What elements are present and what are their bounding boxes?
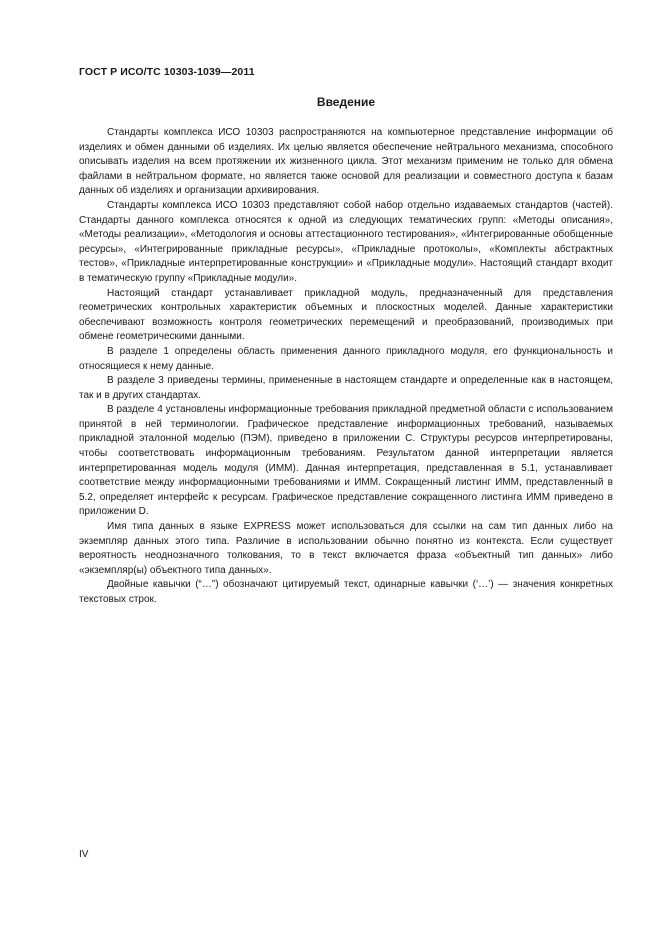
paragraph: Имя типа данных в языке EXPRESS может использоваться для ссылки на сам тип данных либо на экземпляр данных этого типа. Различие в использовании обычно понятно из контекста. Если существует вероятность неоднозначного толкования, то в текст включается фраза «объектный тип данных» либо «экземпляр(ы) объектного типа данных». <box>79 521 613 576</box>
paragraph: Стандарты комплекса ИСО 10303 представляют собой набор отдельно издаваемых стандартов (частей). Стандарты данного комплекса относятся к одной из следующих тематических групп: «Методы описания», «Методы реализации», «Методология и основы аттестационного тестирования», «Интегрированные обобщенные ресурсы», «Интегрированные прикладные ресурсы», «Прикладные протоколы», «Комплекты абстрактных тестов», «Прикладные интерпретированные конструкции» и «Прикладные модули». Настоящий стандарт входит в тематическую группу «Прикладные модули». <box>79 199 613 284</box>
document-header: ГОСТ Р ИСО/ТС 10303-1039—2011 <box>79 66 255 78</box>
paragraph: Настоящий стандарт устанавливает прикладной модуль, предназначенный для представления геометрических контрольных характеристик объемных и плоскостных моделей. Данные характеристики обеспечивают возможность контроля геометрических перемещений и преобразований, производимых при обмене геометрическими данными. <box>79 287 613 343</box>
body-text <box>79 126 613 608</box>
page-number: IV <box>79 849 89 860</box>
paragraph: В разделе 1 определены область применения данного прикладного модуля, его функциональность и относящиеся к нему данные. <box>79 345 613 372</box>
paragraph: Двойные кавычки (“…”) обозначают цитируемый текст, одинарные кавычки (‘…’) — значения конкретных текстовых строк. <box>79 579 613 605</box>
paragraph: Стандарты комплекса ИСО 10303 распространяются на компьютерное представление информации об изделиях и обмен данными об изделиях. Их целью является обеспечение нейтрального механизма, способного описывать изделия на всем протяжении их жизненного цикла. Этот механизм применим не только для обмена файлами в нейтральном формате, но является также основой для реализации и совместного доступа к базам данных об изделиях и организации архивирования. <box>79 127 613 197</box>
section-title: Введение <box>316 95 376 109</box>
paragraph: В разделе 3 приведены термины, примененные в настоящем стандарте и определенные как в настоящем, так и в других стандартах. <box>79 375 613 401</box>
paragraph: В разделе 4 установлены информационные требования прикладной предметной области с использованием принятой в ней терминологии. Графическое представление информационных требований, называемых прикладной эталонной моделью (ПЭМ), приведено в приложении С. Структуры ресурсов интерпретированы, чтобы соответствовать информационным требованиям. Результатом данной интерпретации является интерпретированная модель модуля (ИММ). Данная интерпретация, представленная в 5.1, устанавливает соответствие между информационными требованиями и ИММ. Сокращенный листинг ИММ, представленный в 5.2, определяет интерфейс к ресурсам. Графическое представление сокращенного листинга ИММ приведено в приложении D. <box>79 404 613 518</box>
